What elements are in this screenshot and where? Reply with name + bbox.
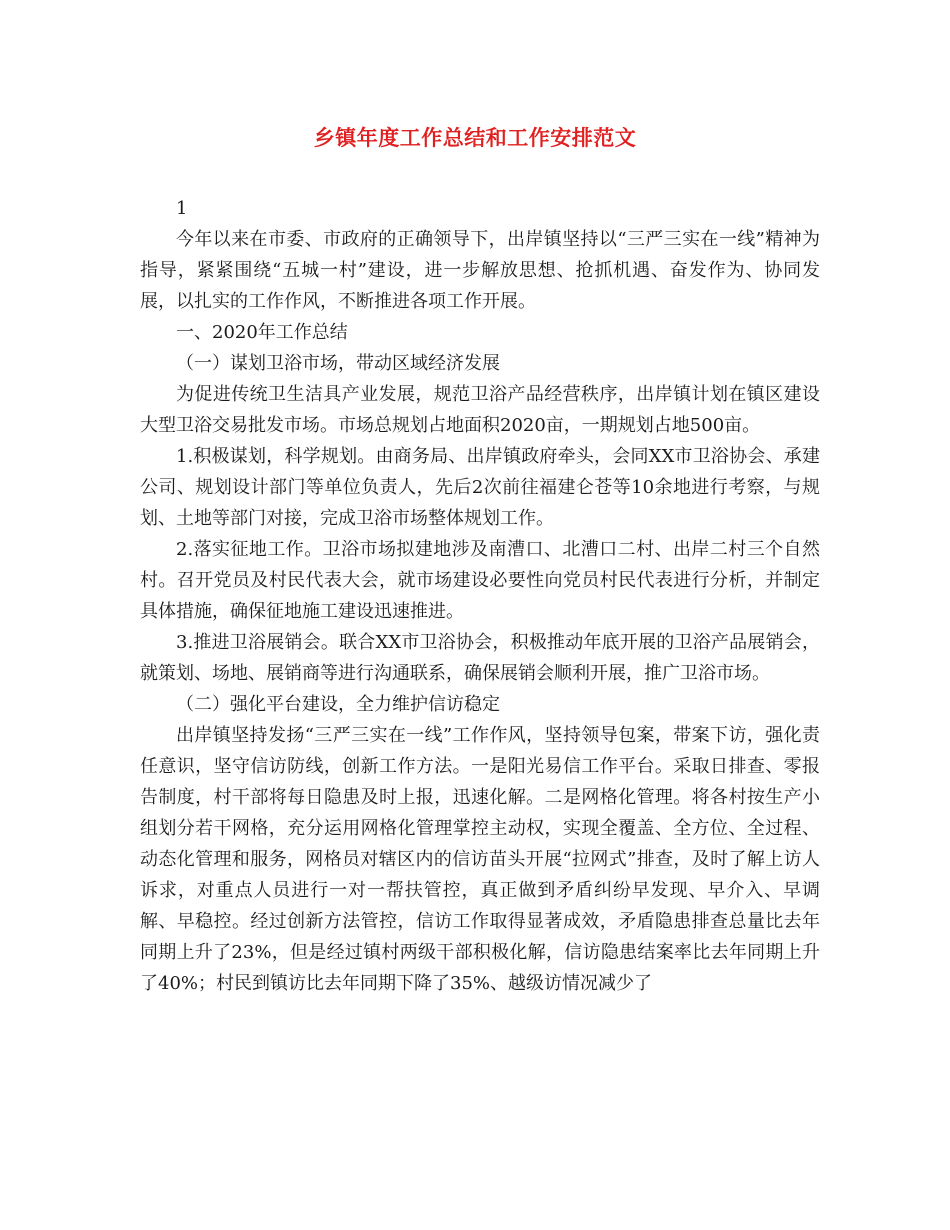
subsection-heading-petition: （二）强化平台建设，全力维护信访稳定: [176, 694, 500, 715]
document-title: 乡镇年度工作总结和工作安排范文: [313, 126, 637, 150]
subsection-heading-market: （一）谋划卫浴市场，带动区域经济发展: [176, 353, 500, 374]
document-body: [140, 193, 820, 999]
page-marker: 1: [176, 198, 188, 219]
paragraph-item-2: 2.落实征地工作。卫浴市场拟建地涉及南漕口、北漕口二村、出岸二村三个自然村。召开党员及村民代表大会，就市场建设必要性向党员村民代表进行分析，并制定具体措施，确保征地施工建设迅速推进。: [140, 539, 820, 622]
paragraph-petition: 出岸镇坚持发扬“三严三实在一线”工作作风，坚持领导包案，带案下访，强化责任意识，坚守信访防线，创新工作方法。一是阳光易信工作平台。采取日排查、零报告制度，村干部将每日隐患及时上报，迅速化解。二是网格化管理。将各村按生产小组划分若干网格，充分运用网格化管理掌控主动权，实现全覆盖、全方位、全过程、动态化管理和服务，网格员对辖区内的信访苗头开展“拉网式”排查，及时了解上访人诉求，对重点人员进行一对一帮扶管控，真正做到矛盾纠纷早发现、早介入、早调解、早稳控。经过创新方法管控，信访工作取得显著成效，矛盾隐患排查总量比去年同期上升了23%，但是经过镇村两级干部积极化解，信访隐患结案率比去年同期上升了40%；村民到镇访比去年同期下降了35%、越级访情况减少了: [140, 725, 820, 994]
paragraph-item-3: 3.推进卫浴展销会。联合XX市卫浴协会，积极推动年底开展的卫浴产品展销会，就策划、场地、展销商等进行沟通联系，确保展销会顺利开展，推广卫浴市场。: [140, 632, 820, 684]
section-heading-summary: 一、2020年工作总结: [176, 322, 348, 343]
paragraph-item-1: 1.积极谋划，科学规划。由商务局、出岸镇政府牵头，会同XX市卫浴协会、承建公司、规划设计部门等单位负责人，先后2次前往福建仑苍等10余地进行考察，与规划、土地等部门对接，完成卫浴市场整体规划工作。: [140, 446, 820, 529]
paragraph-market: 为促进传统卫生洁具产业发展，规范卫浴产品经营秩序，出岸镇计划在镇区建设大型卫浴交易批发市场。市场总规划占地面积2020亩，一期规划占地500亩。: [140, 384, 820, 436]
paragraph-intro: 今年以来在市委、市政府的正确领导下，出岸镇坚持以“三严三实在一线”精神为指导，紧紧围绕“五城一村”建设，进一步解放思想、抢抓机遇、奋发作为、协同发展，以扎实的工作作风，不断推进各项工作开展。: [140, 229, 820, 312]
